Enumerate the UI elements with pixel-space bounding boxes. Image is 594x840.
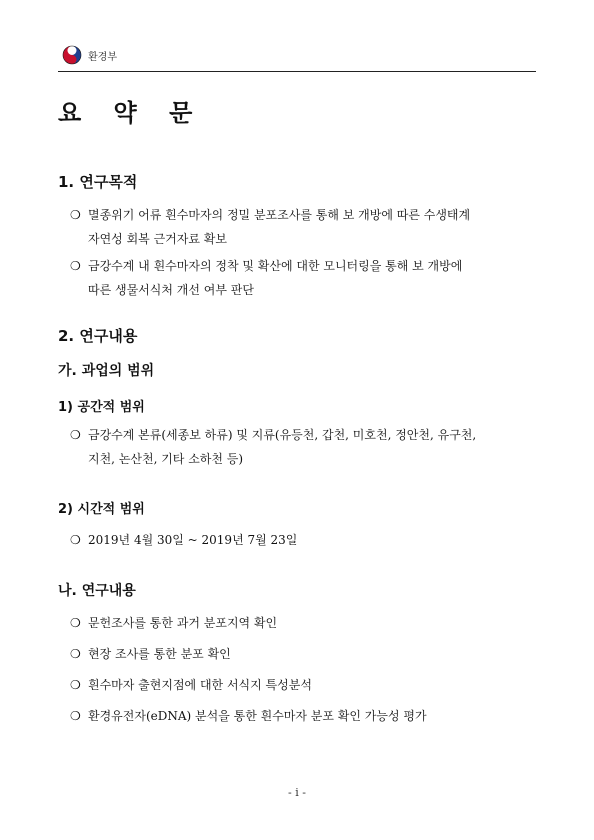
section-heading-purpose: 1. 연구목적 — [58, 173, 138, 191]
bullet-text-line: 흰수마자 출현지점에 대한 서식지 특성분석 — [88, 678, 312, 692]
bullet-circle-icon: ❍ — [70, 678, 81, 692]
list-item — [70, 203, 540, 251]
bullet-circle-icon: ❍ — [70, 647, 81, 661]
list-item — [70, 528, 540, 552]
list-item — [70, 254, 540, 302]
list-item — [70, 611, 540, 635]
bullet-text-line: 2019년 4월 30일 ~ 2019년 7월 23일 — [88, 533, 298, 547]
bullet-circle-icon: ❍ — [70, 533, 81, 547]
page-header — [62, 42, 117, 68]
bullet-circle-icon: ❍ — [70, 259, 81, 273]
list-item — [70, 642, 540, 666]
list-item — [70, 673, 540, 697]
bullet-circle-icon: ❍ — [70, 428, 81, 442]
bullet-text-line: 금강수계 본류(세종보 하류) 및 지류(유등천, 갑천, 미호천, 정안천, 유구천, — [88, 428, 477, 442]
bullet-text-line: 환경유전자(eDNA) 분석을 통한 흰수마자 분포 확인 가능성 평가 — [88, 709, 427, 723]
subsection-heading-spatial: 1) 공간적 범위 — [58, 400, 145, 415]
list-item — [70, 704, 540, 728]
bullet-text-line: 멸종위기 어류 흰수마자의 정밀 분포조사를 통해 보 개방에 따른 수생태계 — [88, 208, 471, 222]
header-divider — [58, 71, 536, 72]
bullet-text-line: 지천, 논산천, 기타 소하천 등) — [88, 452, 244, 466]
section-heading-content: 2. 연구내용 — [58, 327, 138, 345]
subsection-heading-temporal: 2) 시간적 범위 — [58, 502, 145, 517]
bullet-text-line: 자연성 회복 근거자료 확보 — [88, 232, 227, 246]
subsection-heading-scope: 가. 과업의 범위 — [58, 363, 155, 379]
list-item — [70, 423, 540, 471]
ministry-name: 환경부 — [88, 51, 117, 63]
government-logo-icon — [62, 45, 82, 65]
bullet-text-line: 현장 조사를 통한 분포 확인 — [88, 647, 231, 661]
bullet-circle-icon: ❍ — [70, 709, 81, 723]
bullet-text-line: 따른 생물서식처 개선 여부 판단 — [88, 283, 254, 297]
bullet-circle-icon: ❍ — [70, 208, 81, 222]
bullet-circle-icon: ❍ — [70, 616, 81, 630]
page-title: 요 약 문 — [58, 99, 205, 127]
bullet-text-line: 문헌조사를 통한 과거 분포지역 확인 — [88, 616, 278, 630]
bullet-text-line: 금강수계 내 흰수마자의 정착 및 확산에 대한 모니터링을 통해 보 개방에 — [88, 259, 463, 273]
page-number: - i - — [288, 786, 306, 799]
subsection-heading-research: 나. 연구내용 — [58, 583, 136, 599]
